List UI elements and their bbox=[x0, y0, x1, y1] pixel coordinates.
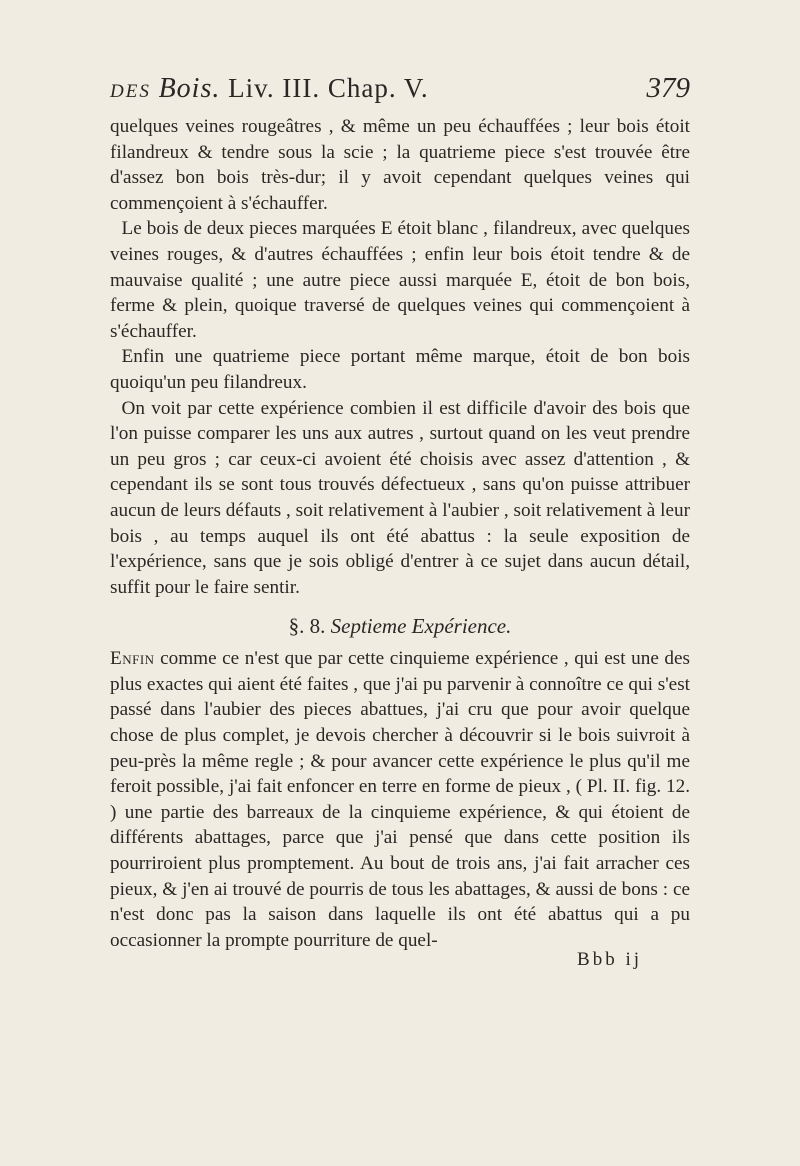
paragraph: Le bois de deux pieces marquées E étoit blanc , filandreux, avec quelques veines rouges, & d'autres échauffées ; enfin leur bois étoit tendre & de mauvaise qualité ; une autre piece aussi marquée E, étoit de bon bois, ferme & plein, quoique traversé de quelques veines qui commençoient à s'échauffer. bbox=[110, 218, 690, 342]
running-head-title bbox=[110, 73, 429, 105]
paragraph: quelques veines rougeâtres , & même un peu échauffées ; leur bois étoit filandreux & tendre sous la scie ; la quatrieme piece s'est trouvée être d'assez bon bois très-dur; il y avoit cependant quelques veines qui commençoient à s'échauffer. bbox=[110, 116, 690, 214]
paragraph-text: comme ce n'est que par cette cinquieme expérience , qui est une des plus exactes qui aient été faites , que j'ai pu parvenir à connoître ce qui s'est passé dans l'aubier des pieces abattues, j'ai cru que pour avoir quelque chose de plus complet, je devois chercher à découvrir si le bois suivroit à peu-près la même regle ; & pour avancer cette expérience le plus qu'il me feroit possible, j'ai fait enfoncer en terre en forme de pieux , ( Pl. II. fig. 12. ) une partie des barreaux de la cinquieme expérience, & qui étoient de différents abattages, parce que j'ai pensé que dans cette position ils pourriroient plus promptement. Au bout de trois ans, j'ai fait arracher ces pieux, & j'en ai trouvé de pourris de tous les abattages, & aussi de bons : ce n'est donc pas la saison dans laquelle ils ont été abattus qui a pu occasionner la prompte pourriture de quel- bbox=[110, 648, 690, 951]
signature-mark: Bbb ij bbox=[577, 949, 642, 971]
running-head bbox=[110, 72, 690, 114]
page-number: 379 bbox=[646, 72, 690, 104]
book-page bbox=[110, 72, 690, 971]
section-heading bbox=[110, 612, 690, 640]
body-text bbox=[110, 114, 690, 953]
section-title: Septieme Expérience. bbox=[330, 614, 512, 639]
section-number: §. 8. bbox=[288, 614, 326, 639]
paragraph bbox=[110, 646, 690, 953]
paragraph: Enfin une quatrieme piece portant même marque, étoit de bon bois quoiqu'un peu filandreux. bbox=[110, 346, 690, 393]
header-bois: Bois. bbox=[158, 73, 221, 104]
paragraph: On voit par cette expérience combien il est difficile d'avoir des bois que l'on puisse comparer les uns aux autres , surtout quand on les veut prendre un peu gros ; car ceux-ci avoient été choisis avec assez d'attention , & cependant ils se sont tous trouvés défectueux , sans qu'on puisse attribuer aucun de leurs défauts , soit relativement à l'aubier , soit relativement à leur bois , au temps auquel ils ont été abattus : la seule exposition de l'expérience, sans que je sois obligé d'entrer à ce sujet dans aucun détail, suffit pour le faire sentir. bbox=[110, 397, 690, 598]
header-chapter: Liv. III. Chap. V. bbox=[228, 73, 429, 103]
lead-word: Enfin bbox=[110, 648, 155, 670]
header-des: DES bbox=[110, 81, 151, 102]
